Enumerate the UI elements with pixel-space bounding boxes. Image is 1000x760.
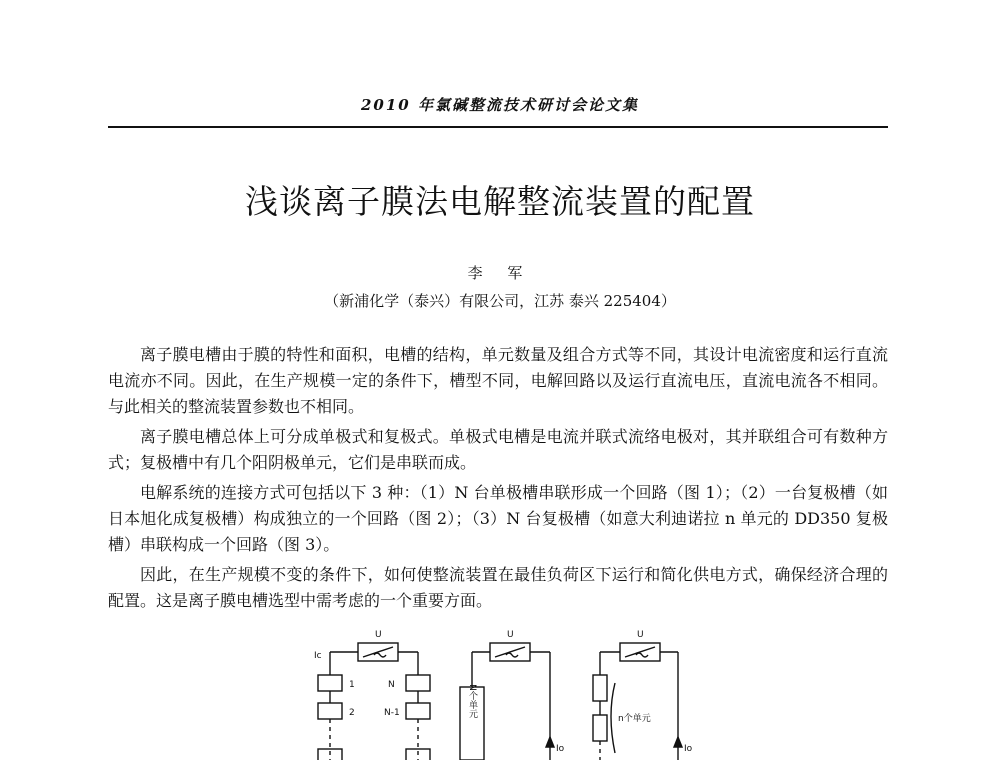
cell-box	[406, 675, 430, 691]
fig2-cell-text: N个单元	[467, 684, 477, 718]
paragraph-1: 离子膜电槽由于膜的特性和面积，电槽的结构，单元数量及组合方式等不同，其设计电流密度和运行直流电流亦不同。因此，在生产规模一定的条件下，槽型不同，电解回路以及运行直流电压，直流电流各不相同。与此相关的整流装置参数也不相同。	[108, 345, 888, 416]
rectifier-diagonal-1	[363, 647, 393, 657]
rectifier-diagonal-2	[495, 647, 525, 657]
running-head: 2010 年氯碱整流技术研讨会论文集	[361, 96, 639, 114]
unit-bracket	[611, 683, 615, 753]
author-affiliation: （新浦化学（泰兴）有限公司，江苏 泰兴 225404）	[324, 292, 676, 310]
rectifier-wave-3	[636, 653, 648, 657]
paragraph-3: 电解系统的连接方式可包括以下 3 种：（1）N 台单极槽串联形成一个回路（图 1）；（2）一台复极槽（如日本旭化成复极槽）构成独立的一个回路（图 2）；（3）N 台复极槽（如意大利迪诺拉 n 单元的 DD350 复极槽）串联构成一个回路（图 3）。	[108, 483, 888, 554]
body-text	[108, 342, 888, 618]
cell-box	[406, 703, 430, 719]
paper-title: 浅谈离子膜法电解整流装置的配置	[245, 182, 755, 221]
current-arrow-3	[674, 737, 682, 747]
fig3-voltage-label: U	[637, 630, 644, 640]
current-arrow-2	[546, 737, 554, 747]
figure-3-diagram	[593, 643, 682, 760]
bipolar-unit-box	[593, 675, 607, 701]
fig1-current-label: Ic	[314, 651, 322, 661]
circuit-figures	[300, 625, 720, 760]
rectifier-diagonal-3	[625, 647, 655, 657]
fig2-voltage-label: U	[507, 630, 514, 640]
author-name: 李 军	[467, 264, 533, 282]
bipolar-unit-box	[593, 715, 607, 741]
fig1-cell-label-n: N	[388, 680, 395, 690]
fig1-cell-label-n-1: N-1	[384, 708, 400, 718]
fig1-cell-label-2: 2	[349, 708, 355, 718]
fig1-cell-label-1: 1	[349, 680, 355, 690]
circuit-diagrams-svg	[300, 625, 720, 760]
fig3-current-label: Io	[684, 744, 693, 754]
rectifier-wave-1	[374, 653, 386, 657]
fig3-unit-label: n个单元	[618, 714, 651, 724]
figure-1-diagram	[318, 643, 430, 760]
fig2-current-label: Io	[556, 744, 565, 754]
rectifier-wave-2	[506, 653, 518, 657]
cell-box	[318, 675, 342, 691]
paragraph-4: 因此，在生产规模不变的条件下，如何使整流装置在最佳负荷区下运行和简化供电方式，确保经济合理的配置。这是离子膜电槽选型中需考虑的一个重要方面。	[108, 565, 888, 610]
cell-box	[318, 703, 342, 719]
paragraph-2: 离子膜电槽总体上可分成单极式和复极式。单极式电槽是电流并联式流络电极对，其并联组合可有数种方式；复极槽中有几个阳阴极单元，它们是串联而成。	[108, 427, 888, 472]
fig1-voltage-label: U	[375, 630, 382, 640]
header-rule	[108, 126, 888, 128]
